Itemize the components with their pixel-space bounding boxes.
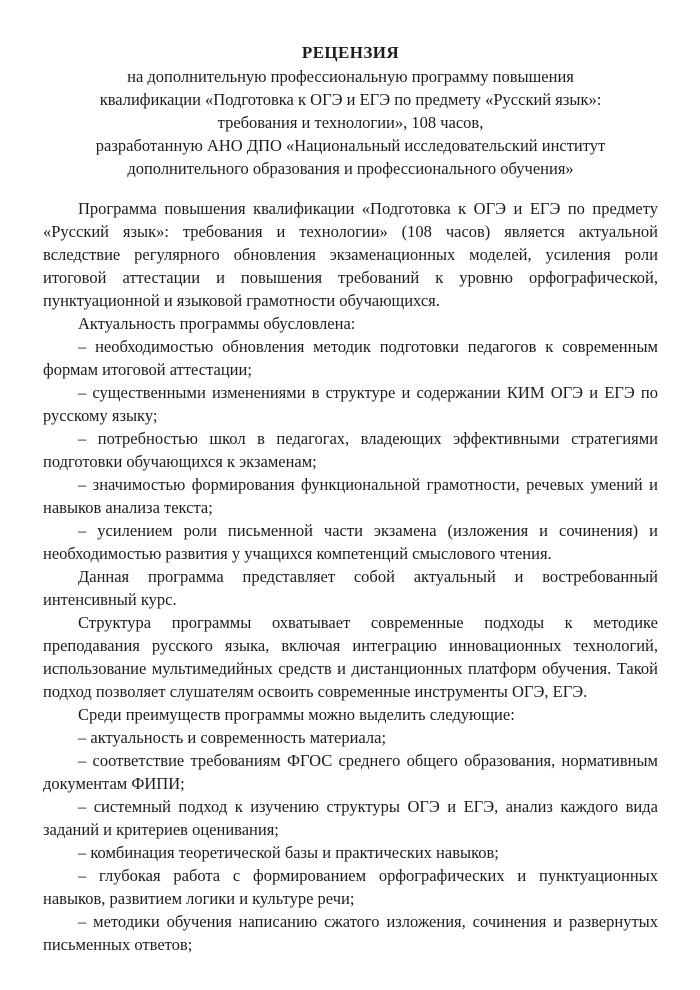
paragraph: – значимостью формирования функциональной грамотности, речевых умений и навыков анализа текста; xyxy=(43,475,658,517)
paragraph: – потребностью школ в педагогах, владеющих эффективными стратегиями подготовки обучающихся к экзаменам; xyxy=(43,429,658,471)
paragraph: Программа повышения квалификации «Подготовка к ОГЭ и ЕГЭ по предмету «Русский язык»: требования и технологии» (108 часов) является актуальной вследствие регулярного обновления экзаменационных моделей, усиления роли итоговой аттестации и повышения требований к уровню орфографической, пунктуационной и языковой грамотности обучающихся. xyxy=(43,199,658,310)
subtitle-line: квалификации «Подготовка к ОГЭ и ЕГЭ по предмету «Русский язык»: xyxy=(99,90,602,109)
subtitle-line: требования и технологии», 108 часов, xyxy=(217,113,484,132)
subtitle-line: дополнительного образования и профессионального обучения» xyxy=(127,159,574,178)
paragraph: Актуальность программы обусловлена: xyxy=(78,314,356,333)
paragraph: – комбинация теоретической базы и практических навыков; xyxy=(78,843,499,862)
document-title: РЕЦЕНЗИЯ xyxy=(301,43,400,62)
subtitle-line: на дополнительную профессиональную программу повышения xyxy=(127,67,574,86)
paragraph: – актуальность и современность материала; xyxy=(78,728,387,747)
paragraph: – глубокая работа с формированием орфографических и пунктуационных навыков, развитием логики и культуре речи; xyxy=(43,866,658,908)
paragraph: – существенными изменениями в структуре и содержании КИМ ОГЭ и ЕГЭ по русскому языку; xyxy=(43,383,658,425)
document-subtitle xyxy=(43,65,658,180)
paragraph: – методики обучения написанию сжатого изложения, сочинения и развернутых письменных ответов; xyxy=(43,912,658,954)
paragraph: Структура программы охватывает современные подходы к методике преподавания русского языка, включая интеграцию инновационных технологий, использование мультимедийных средств и дистанционных платформ обучения. Такой подход позволяет слушателям освоить современные инструменты ОГЭ, ЕГЭ. xyxy=(43,613,658,701)
subtitle-line: разработанную АНО ДПО «Национальный исследовательский институт xyxy=(95,136,606,155)
paragraph: Данная программа представляет собой актуальный и востребованный интенсивный курс. xyxy=(43,567,658,609)
paragraph: – необходимостью обновления методик подготовки педагогов к современным формам итоговой аттестации; xyxy=(43,337,658,379)
paragraph: – системный подход к изучению структуры ОГЭ и ЕГЭ, анализ каждого вида заданий и критериев оценивания; xyxy=(43,797,658,839)
paragraph: – соответствие требованиям ФГОС среднего общего образования, нормативным документам ФИПИ; xyxy=(43,751,658,793)
document-body xyxy=(43,197,658,956)
paragraph: Среди преимуществ программы можно выделить следующие: xyxy=(78,705,515,724)
paragraph: – усилением роли письменной части экзамена (изложения и сочинения) и необходимостью развития у учащихся компетенций смыслового чтения. xyxy=(43,521,658,563)
